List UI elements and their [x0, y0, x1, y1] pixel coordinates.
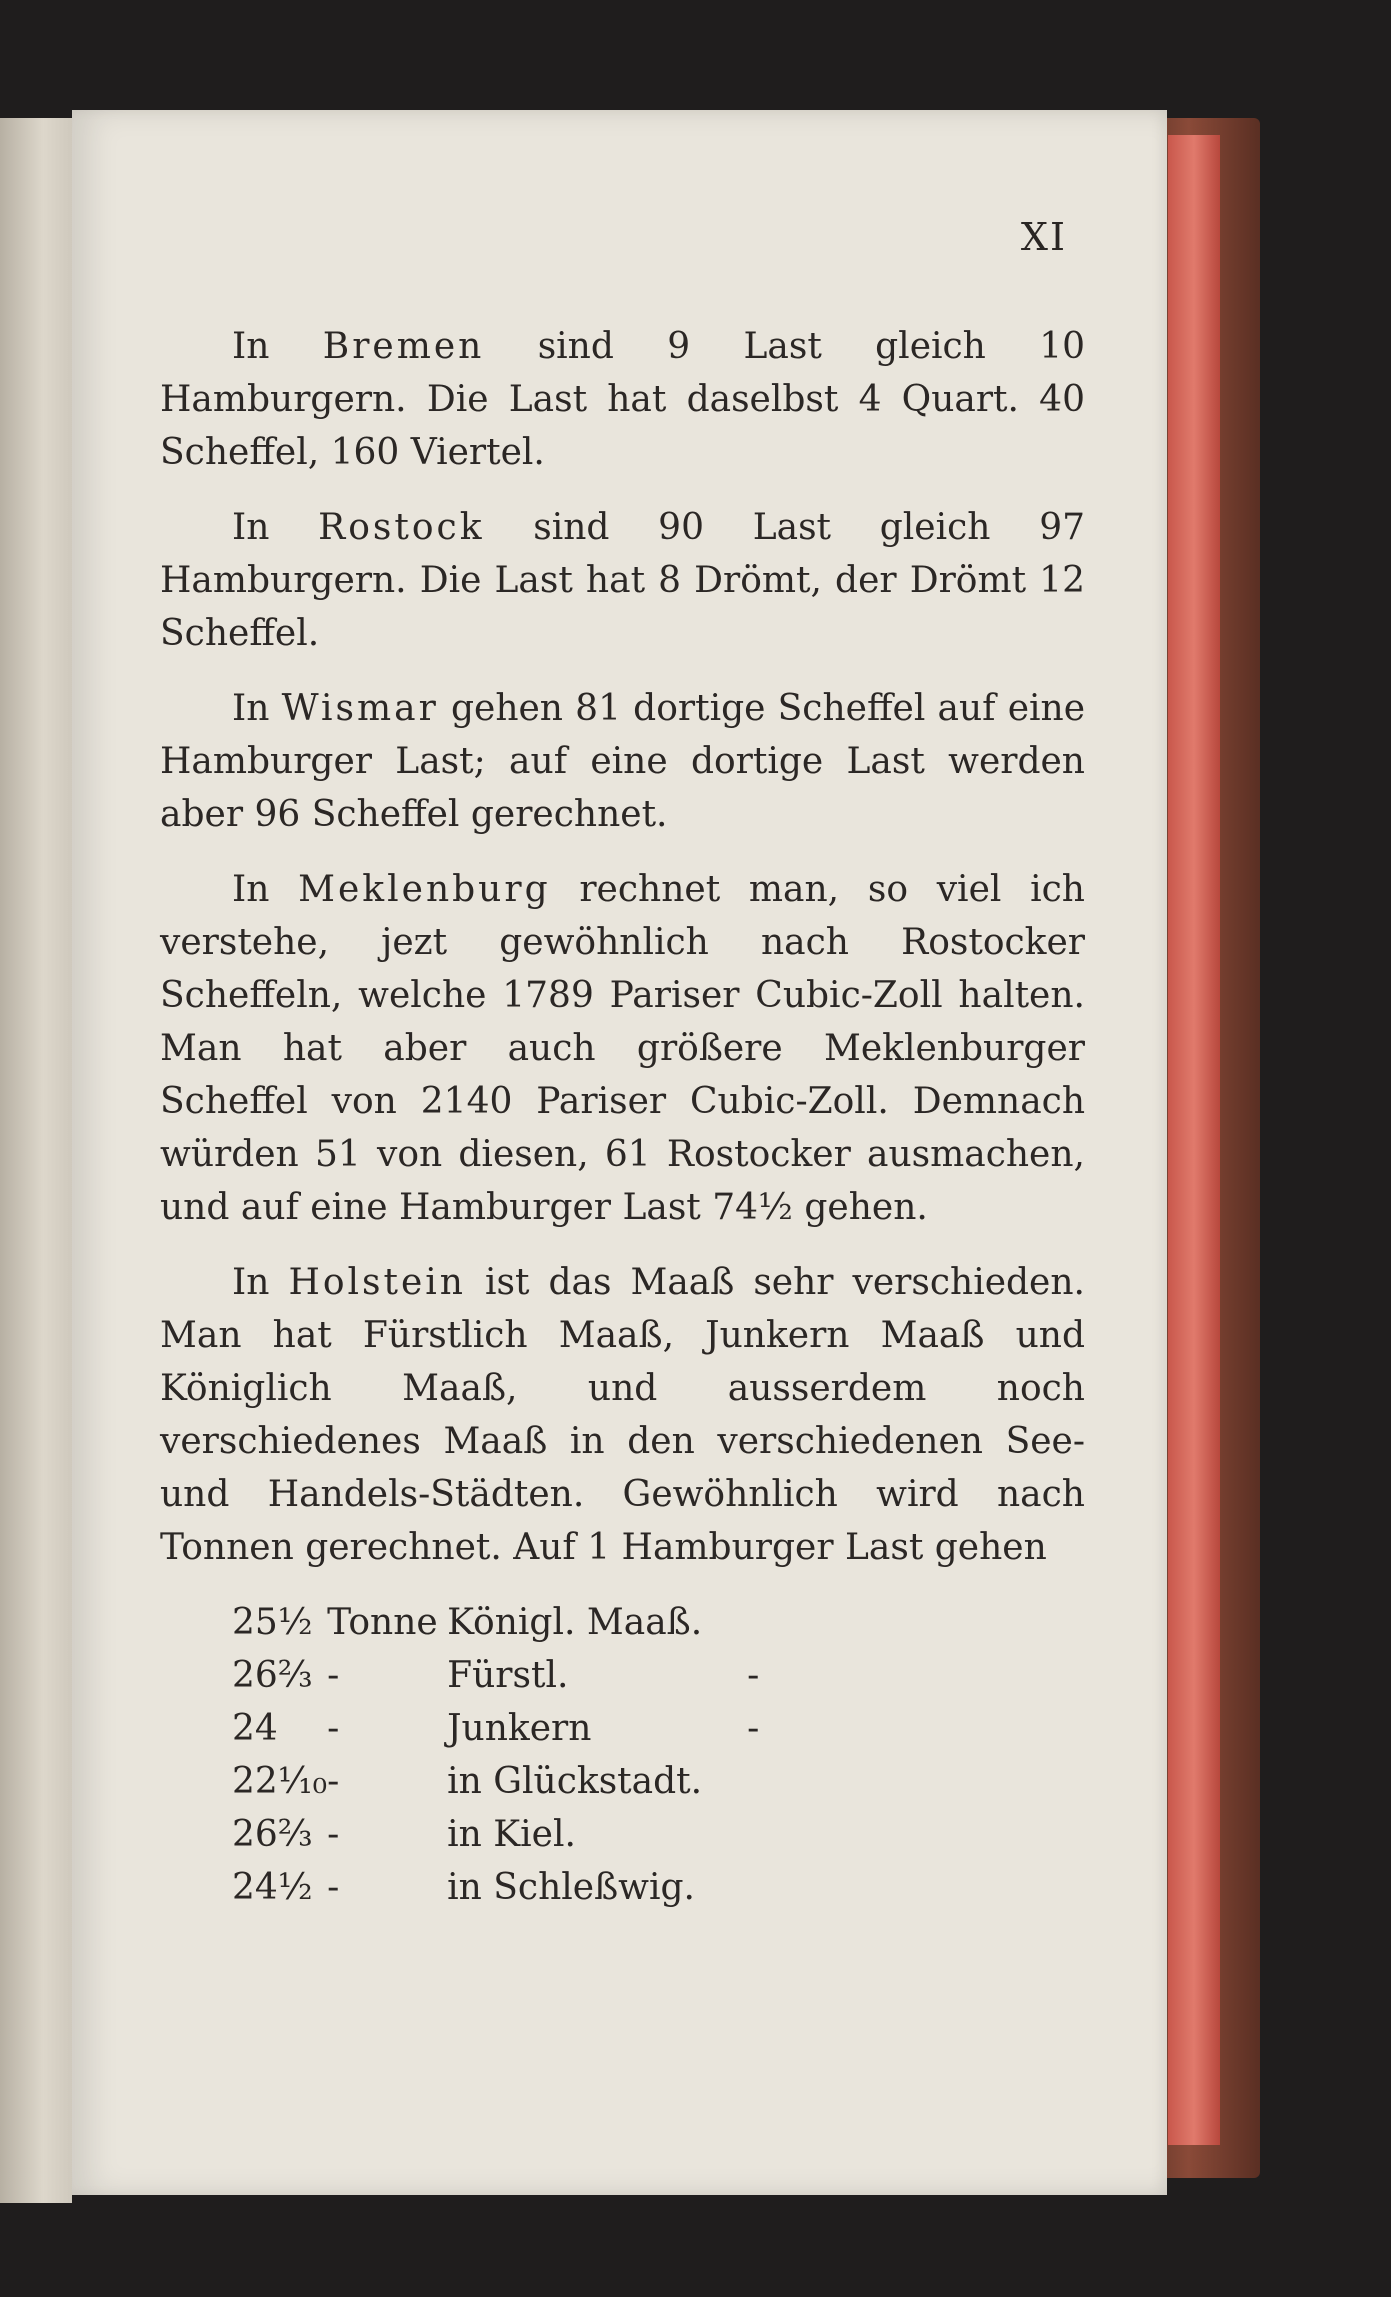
place-cell: Junkern	[447, 1708, 592, 1749]
paragraph-rostock	[160, 501, 1085, 660]
place-cell: in Kiel.	[447, 1814, 576, 1855]
place-cell: Königl. Maaß.	[447, 1602, 703, 1643]
red-page-edge	[1168, 135, 1220, 2145]
paragraph-text: sind 90 Last gleich 97 Hamburgern. Die Last hat 8 Drömt, der Drömt 12 Scheffel.	[160, 507, 1085, 654]
paragraph-lead: In	[232, 507, 319, 548]
place-cell: in Glückstadt.	[447, 1761, 703, 1802]
table-row	[232, 1861, 807, 1914]
tail-cell	[747, 1596, 807, 1649]
place-cell: Fürstl.	[447, 1655, 569, 1696]
paragraph-lead: In	[232, 326, 323, 367]
amount-cell: 24½	[232, 1867, 313, 1908]
paragraph-text: ist das Maaß sehr verschieden. Man hat Fürstlich Maaß, Junkern Maaß und Königlich Maaß, und ausserdem noch verschiedenes Maaß in den verschiedenen See- und Handels-Städten. Gewöhnlich wird nach Tonnen gerechnet. Auf 1 Hamburger Last gehen	[160, 1262, 1085, 1568]
amount-cell: 22¹⁄₁₀	[232, 1761, 328, 1802]
tail-cell	[747, 1808, 807, 1861]
tail-cell	[747, 1861, 807, 1914]
unit-cell: -	[327, 1655, 340, 1696]
paragraph-lead: In	[232, 869, 299, 910]
paragraph-wismar	[160, 682, 1085, 841]
paragraph-bremen	[160, 320, 1085, 479]
page-text	[160, 320, 1085, 1914]
paragraph-text: sind 9 Last gleich 10 Hamburgern. Die Last hat daselbst 4 Quart. 40 Scheffel, 160 Viertel.	[160, 326, 1085, 473]
left-page-edge	[0, 118, 72, 2203]
place-name: Rostock	[318, 507, 485, 548]
tail-cell: -	[747, 1655, 760, 1696]
place-cell: in Schleßwig.	[447, 1867, 695, 1908]
paragraph-lead: In	[232, 688, 282, 729]
tail-cell: -	[747, 1708, 760, 1749]
page-number: XI	[1020, 215, 1067, 259]
place-name: Bremen	[322, 326, 485, 367]
amount-cell: 26⅔	[232, 1655, 313, 1696]
unit-cell: -	[327, 1708, 340, 1749]
table-row	[232, 1649, 807, 1702]
unit-cell: -	[327, 1867, 340, 1908]
unit-cell: Tonne	[327, 1602, 438, 1643]
measures-table	[232, 1596, 807, 1914]
paragraph-lead: In	[232, 1262, 289, 1303]
unit-cell: -	[327, 1814, 340, 1855]
book-page	[72, 110, 1167, 2195]
amount-cell: 24	[232, 1708, 278, 1749]
tail-cell	[747, 1755, 807, 1808]
place-name: Meklenburg	[298, 869, 551, 910]
table-row	[232, 1808, 807, 1861]
paragraph-holstein	[160, 1256, 1085, 1574]
paragraph-text: gehen 81 dortige Scheffel auf eine Hamburger Last; auf eine dortige Last werden aber 96 Scheffel gerechnet.	[160, 688, 1085, 835]
amount-cell: 26⅔	[232, 1814, 313, 1855]
paragraph-text: rechnet man, so viel ich verstehe, jezt gewöhnlich nach Rostocker Scheffeln, welche 1789 Pariser Cubic-Zoll halten. Man hat aber auch größere Meklenburger Scheffel von 2140 Pariser Cubic-Zoll. Demnach würden 51 von diesen, 61 Rostocker ausmachen, und auf eine Hamburger Last 74½ gehen.	[160, 869, 1085, 1228]
place-name: Wismar	[281, 688, 439, 729]
table-row	[232, 1596, 807, 1649]
unit-cell: -	[327, 1761, 340, 1802]
table-row	[232, 1755, 807, 1808]
amount-cell: 25½	[232, 1602, 313, 1643]
table-row	[232, 1702, 807, 1755]
paragraph-meklenburg	[160, 863, 1085, 1234]
place-name: Holstein	[288, 1262, 466, 1303]
